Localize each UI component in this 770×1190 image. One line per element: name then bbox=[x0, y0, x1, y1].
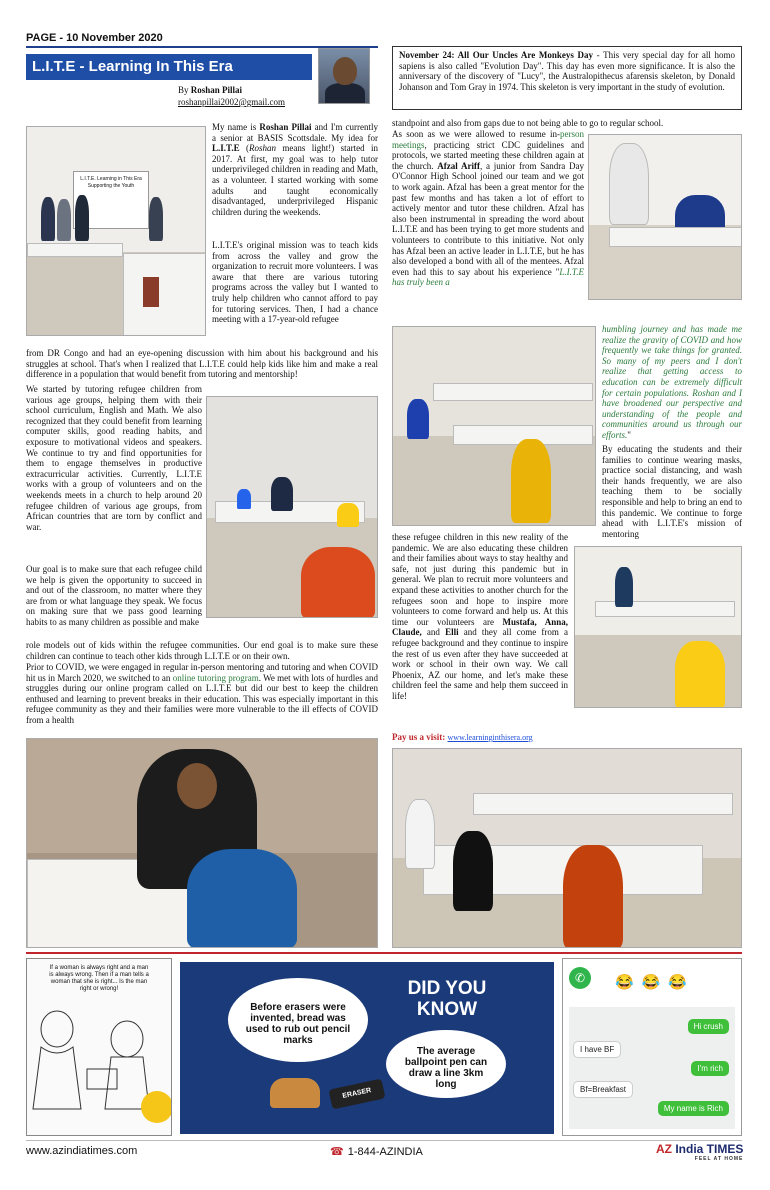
visit-line bbox=[392, 732, 592, 744]
logo-tagline: FEEL AT HOME bbox=[694, 1156, 744, 1162]
cartoon-drawing bbox=[27, 999, 172, 1135]
fact-ballpoint-pen: The average ballpoint pen can draw a line 3km long bbox=[404, 1046, 488, 1090]
author-photo bbox=[318, 48, 370, 104]
section-divider bbox=[26, 952, 742, 954]
footer-website-link[interactable]: www.azindiatimes.com bbox=[26, 1145, 138, 1157]
note-heading: November 24: All Our Uncles Are Monkeys Day bbox=[399, 50, 594, 60]
whatsapp-icon: ✆ bbox=[569, 967, 591, 989]
photo-poster-group bbox=[26, 126, 206, 336]
in-person-link[interactable]: person meetings bbox=[392, 129, 584, 150]
cartoon-panel bbox=[26, 958, 172, 1136]
logo-az: AZ bbox=[656, 1142, 672, 1156]
paragraph-resume: As soon as we were allowed to resume in-person meetings, practicing strict CDC guidelines and protocols, we started meeting these children again at the church. Afzal Ariff, a junior from Sandra Day O'Connor High School joined our team and we got to work again. Afzal has been a great mentor for the past few months and has taken a lot of effort to actively mentor and tutor these children. Afzal has also been instrumental in spreading the word about L.I.T.E and has been trying to get more students and volunteers to contribute to this initiative. Not only has Afzal been an active leader in L.I.T.E, but he has also developed a bond with all of the mentees. Afzal even had this to say about his experience "L.I.T.E has truly been a bbox=[392, 129, 585, 288]
phone-icon: ☎ bbox=[330, 1146, 344, 1158]
footer-phone-number: 1-844-AZINDIA bbox=[347, 1146, 423, 1158]
paragraph-new-reality: these refugee children in this new reality of the pandemic. We are also educating these children and their families about ways to stay healthy and safe, not just during this pandemic but in general. We plan to recruit more volunteers and expand these activities to another church for the refugees soon and hope to inspire more volunteers to come forward and help us. At this time our volunteers are Mustafa, Anna, Claude, and Elli and they all come from a refugee background and they continue to inspire the rest of us even after they have succeeded at work or school in their own way. We call Phoenix, AZ our home, and let's make these children feel the same and help them succeed in life! bbox=[392, 532, 568, 701]
visit-label: Pay us a visit: bbox=[392, 732, 448, 742]
afzal-name: Afzal Ariff bbox=[437, 160, 480, 171]
page-label: PAGE - 10 November 2020 bbox=[26, 32, 163, 44]
did-you-know-panel bbox=[180, 962, 554, 1134]
chat-message: I have BF bbox=[573, 1041, 621, 1058]
chat-joke-panel bbox=[562, 958, 742, 1136]
paragraph-educating: By educating the students and their families to continue wearing masks, practice social distancing, and wash their hands frequently, we are also teaching them to be socially responsible and help to bring an end to this pandemic. We continue to forge ahead with L.I.T.E's mission of mentoring bbox=[602, 444, 742, 539]
chat-message: Bf=Breakfast bbox=[573, 1081, 633, 1098]
laughing-emojis: 😂😂😂 bbox=[615, 975, 696, 991]
author-name-inline: Roshan Pillai bbox=[259, 122, 312, 132]
logo-name: India TIMES bbox=[675, 1142, 744, 1156]
cartoon-caption: If a woman is always right and a man is always wrong. Then if a man tells a woman that she is right... Is the man right or wrong! bbox=[49, 965, 149, 992]
paragraph-started: We started by tutoring refugee children from various age groups, helping them with their school curriculum, English and Math. We also recognized that they could benefit from learning computer skills, good reading habits, and exposure to motivational videos and speakers. We continue to try and find opportunities for them to engage themselves in productive extracurricular activities. Currently, L.I.T.E works with a group of volunteers and on the weekends meets in a church to help around 20 refugee children of various age groups, from African countries that are torn by conflict and war. bbox=[26, 384, 202, 532]
author-name: Roshan Pillai bbox=[190, 85, 243, 95]
afzal-quote: humbling journey and has made me realize the gravity of COVID and how frequently we take things for granted. So many of my peers and I don't realize that getting access to education can be extremely difficult for certain populations. Roshan and I have broadened our perspective and understanding of the people and communities around us through our efforts." bbox=[602, 324, 742, 440]
visit-link[interactable]: www.learninginthisera.org bbox=[447, 733, 533, 742]
evolution-day-note bbox=[392, 46, 742, 110]
photo-classroom-2 bbox=[392, 326, 596, 526]
paragraph-goal-cont: role models out of kids within the refugee communities. Our end goal is to make sure these children can continue to teach other kids through L.I.T.E or on their own. bbox=[26, 640, 378, 661]
paragraph-mission: L.I.T.E's original mission was to teach kids from across the valley and grow the organization to recruit more volunteers. I was aware that there are various tutoring programs across the valley but I wanted to truly help children who cannot afford to pay for tutoring services. Then, I had a chance meeting with a 17-year-old refugee bbox=[212, 240, 378, 325]
chat-message: I'm rich bbox=[691, 1061, 729, 1076]
paragraph-intro: My name is Roshan Pillai and I'm currently a senior at BASIS Scottsdale. My idea for L.I.T.E (Roshan means light!) started in 2017. At first, my goal was to help tutor underprivileged children in reading and Math, as a volunteer. I started working with some adults and taught economically disadvantaged, underprivileged Hispanic children during the weekends. bbox=[212, 122, 378, 217]
did-you-know-title: DID YOU KNOW bbox=[407, 978, 487, 1020]
byline-prefix: By bbox=[178, 85, 191, 95]
chat-pane bbox=[569, 1007, 735, 1129]
laughing-emoji-icon bbox=[141, 1091, 172, 1123]
volunteer-names: Mustafa, Anna, Claude, bbox=[392, 616, 568, 638]
chat-message: My name is Rich bbox=[658, 1101, 729, 1116]
article-title: L.I.T.E - Learning In This Era bbox=[26, 54, 312, 80]
photo-classroom-wide bbox=[392, 748, 742, 948]
fact-eraser-bread: Before erasers were invented, bread was used to rub out pencil marks bbox=[245, 1002, 351, 1046]
bread-icon bbox=[270, 1078, 320, 1108]
az-india-times-logo bbox=[656, 1142, 743, 1162]
author-email[interactable]: roshanpillai2002@gmail.com bbox=[178, 97, 286, 107]
footer-phone bbox=[330, 1145, 423, 1158]
byline bbox=[178, 84, 285, 108]
photo-mentoring bbox=[588, 134, 742, 300]
paragraph-gaps: standpoint and also from gaps due to not being able to go to regular school. bbox=[392, 118, 664, 128]
photo-classroom-1 bbox=[206, 396, 378, 618]
eraser-icon: ERASER bbox=[329, 1079, 386, 1110]
photo-classroom-3 bbox=[574, 546, 742, 708]
poster-line-2: Supporting the Youth bbox=[87, 183, 135, 189]
note-body: - This very special day for all homo sapiens is also called "Evolution Day". This day has even more significance. It is also the anniversary of the discovery of "Lucy", the Australopithecus afarensis skeleton, by Donald Johanson and Tom Gray in 1974. This skeleton is very important in the study of evolution. bbox=[399, 50, 735, 92]
paragraph-covid: Prior to COVID, we were engaged in regular in-person mentoring and tutoring and when COVID hit us in March 2020, we switched to an online tutoring program. We met with lots of hurdles and struggles during our online program called on L.I.T.E but did our best to keep the children enthused and learning to prevent breaks in their education. This was especially important in this refugee community as they and their families were more vulnerable to the ill effects of COVID from a health bbox=[26, 662, 379, 725]
paragraph-goal: Our goal is to make sure that each refugee child we help is given the opportunity to succeed in and out of the classroom, no matter where they are from or what language they speak. We focus on making sure that we pass good learning habits to as many children as possible and make bbox=[26, 564, 202, 627]
paragraph-mission-cont: from DR Congo and had an eye-opening discussion with him about his background and his struggles at school. That's when I realized that L.I.T.E could help kids like him and make a real difference in a population that would benefit from tutoring and mentorship! bbox=[26, 348, 378, 380]
chat-message: Hi crush bbox=[688, 1019, 729, 1034]
footer-rule bbox=[26, 1140, 742, 1141]
photo-tutor-closeup bbox=[26, 738, 378, 948]
online-program-link[interactable]: online tutoring program bbox=[172, 672, 259, 683]
poster-line-1: L.I.T.E. Learning in This Era bbox=[80, 176, 142, 182]
